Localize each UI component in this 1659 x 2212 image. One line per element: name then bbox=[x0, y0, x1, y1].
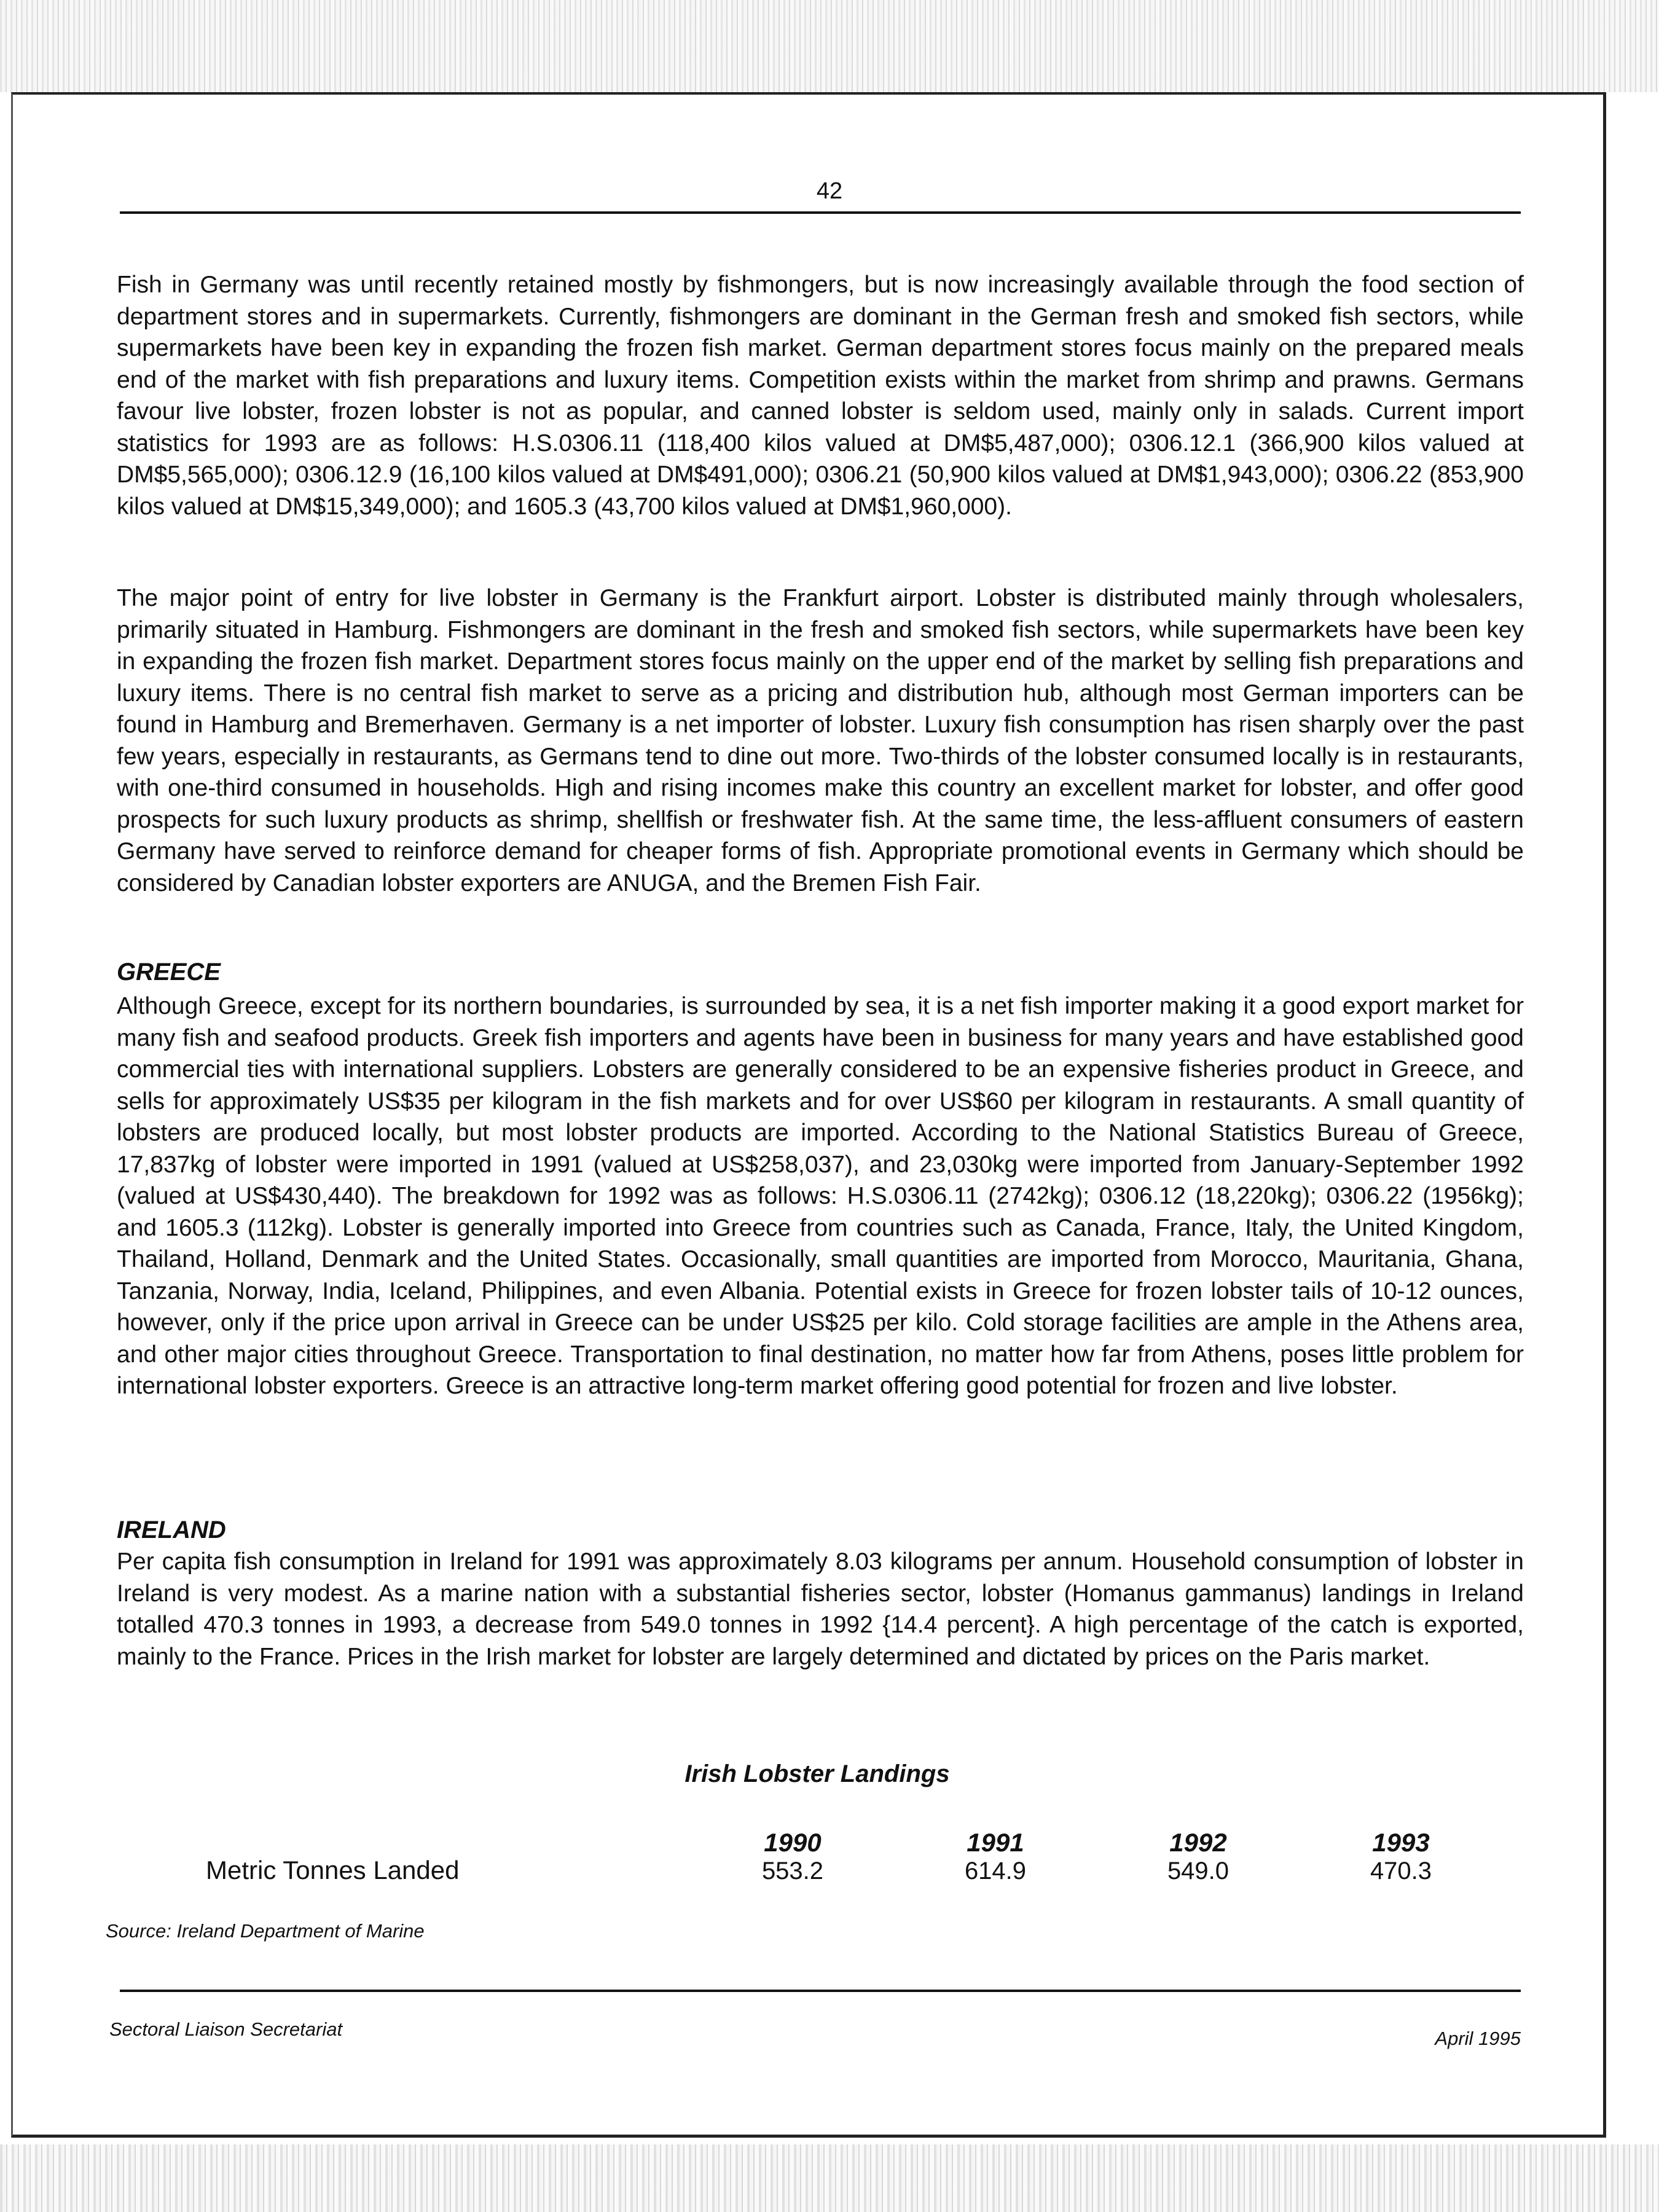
scan-edge-bottom bbox=[0, 2144, 1659, 2212]
ireland-paragraph: Per capita fish consumption in Ireland for 1991 was approximately 8.03 kilograms per annum. Household consumption of lobster in Ireland is very modest. As a marine nation with a substantial fisheries sector, lobster (Homanus gammanus) landings in Ireland totalled 470.3 tonnes in 1993, a decrease from 549.0 tonnes in 1992 {14.4 percent}. A high percentage of the catch is exported, mainly to the France. Prices in the Irish market for lobster are largely determined and dictated by prices on the Paris market. bbox=[117, 1548, 1524, 1670]
table-value-1990: 553.2 bbox=[761, 1857, 824, 1885]
table-source: Source: Ireland Department of Marine bbox=[106, 1920, 425, 1942]
page-number: 42 bbox=[816, 178, 843, 204]
footer-date: April 1995 bbox=[1435, 2028, 1521, 2049]
table-year-1991: 1991 bbox=[967, 1828, 1024, 1857]
greece-heading: GREECE bbox=[117, 959, 221, 986]
table-year-1992: 1992 bbox=[1169, 1828, 1227, 1857]
table-year-1993: 1993 bbox=[1372, 1828, 1430, 1857]
table-value-1992: 549.0 bbox=[1167, 1857, 1230, 1885]
greece-paragraph: Although Greece, except for its northern boundaries, is surrounded by sea, it is a net fish importer making it a good export market for many fish and seafood products. Greek fish importers and agents have been in business for many years and have established good commercial ties with international suppliers. Lobsters are generally considered to be an expensive fisheries product in Greece, and sells for approximately US$35 per kilogram in the fish markets and for over US$60 per kilogram in restaurants. A small quantity of lobsters are produced locally, but most lobster products are imported. According to the National Statistics Bureau of Greece, 17,837kg of lobster were imported in 1991 (valued at US$258,037), and 23,030kg were imported from January-September 1992 (valued at US$430,440). The breakdown for 1992 was as follows: H.S.0306.11 (2742kg); 0306.12 (18,220kg); 0306.22 (1956kg); and 1605.3 (112kg). Lobster is generally imported into Greece from countries such as Canada, France, Italy, the United Kingdom, Thailand, Holland, Denmark and the United States. Occasionally, small quantities are imported from Morocco, Mauritania, Ghana, Tanzania, Norway, India, Iceland, Philippines, and even Albania. Potential exists in Greece for frozen lobster tails of 10-12 ounces, however, only if the price upon arrival in Greece can be under US$25 per kilo. Cold storage facilities are ample in the Athens area, and other major cities throughout Greece. Transportation to final destination, no matter how far from Athens, poses little problem for international lobster exporters. Greece is an attractive long-term market offering good potential for frozen and live lobster. bbox=[117, 993, 1524, 1399]
table-value-1991: 614.9 bbox=[964, 1857, 1027, 1885]
footer-organization: Sectoral Liaison Secretariat bbox=[109, 2018, 343, 2040]
scan-edge-top bbox=[0, 0, 1659, 92]
table-year-1990: 1990 bbox=[764, 1828, 822, 1857]
table-row-label: Metric Tonnes Landed bbox=[206, 1856, 460, 1885]
ireland-heading: IRELAND bbox=[117, 1516, 226, 1543]
footer-rule bbox=[120, 1990, 1521, 1992]
germany-paragraph-2: The major point of entry for live lobster in Germany is the Frankfurt airport. Lobster is distributed mainly through wholesalers, primarily situated in Hamburg. Fishmongers are dominant in the fresh and smoked fish sectors, while supermarkets have been key in expanding the frozen fish market. Department stores focus mainly on the upper end of the market by selling fish preparations and luxury items. There is no central fish market to serve as a pricing and distribution hub, although most German importers can be found in Hamburg and Bremerhaven. Germany is a net importer of lobster. Luxury fish consumption has risen sharply over the past few years, especially in restaurants, as Germans tend to dine out more. Two-thirds of the lobster consumed locally is in restaurants, with one-third consumed in households. High and rising incomes make this country an excellent market for lobster, and offer good prospects for such luxury products as shrimp, shellfish or freshwater fish. At the same time, the less-affluent consumers of eastern Germany have served to reinforce demand for cheaper forms of fish. Appropriate promotional events in Germany which should be considered by Canadian lobster exporters are ANUGA, and the Bremen Fish Fair. bbox=[117, 585, 1524, 896]
table-title: Irish Lobster Landings bbox=[684, 1760, 950, 1787]
table-value-1993: 470.3 bbox=[1370, 1857, 1432, 1885]
germany-paragraph-1: Fish in Germany was until recently retained mostly by fishmongers, but is now increasingly available through the food section of department stores and in supermarkets. Currently, fishmongers are dominant in the German fresh and smoked fish sectors, while supermarkets have been key in expanding the frozen fish market. German department stores focus mainly on the prepared meals end of the market with fish preparations and luxury items. Competition exists within the market from shrimp and prawns. Germans favour live lobster, frozen lobster is not as popular, and canned lobster is seldom used, mainly only in salads. Current import statistics for 1993 are as follows: H.S.0306.11 (118,400 kilos valued at DM$5,487,000); 0306.12.1 (366,900 kilos valued at DM$5,565,000); 0306.12.9 (16,100 kilos valued at DM$491,000); 0306.21 (50,900 kilos valued at DM$1,943,000); 0306.22 (853,900 kilos valued at DM$15,349,000); and 1605.3 (43,700 kilos valued at DM$1,960,000). bbox=[117, 272, 1524, 520]
header-rule bbox=[120, 211, 1521, 214]
